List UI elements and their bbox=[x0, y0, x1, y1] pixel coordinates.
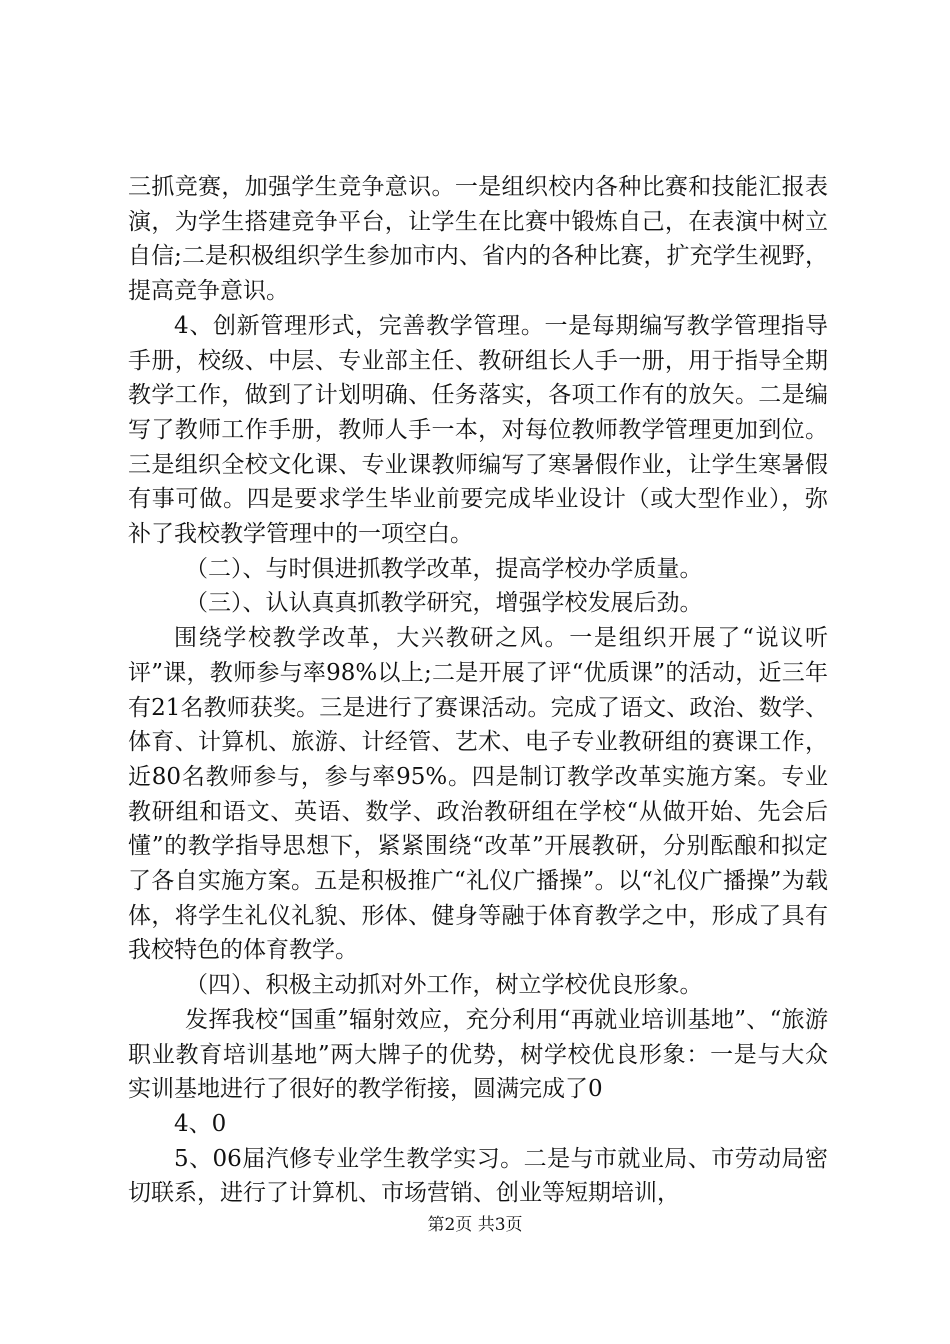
heading-teaching-reform: （二）、与时俱进抓教学改革，提高学校办学质量。 bbox=[185, 555, 703, 582]
paragraph-management: 4、创新管理形式，完善教学管理。一是每期编写教学管理指导手册，校级、中层、专业部主任、教研组长人手一册，用于指导全期教学工作，做到了计划明确、任务落实，各项工作有的放矢。二是编写了教师工作手册，教师人手一本，对每位教师教学管理更加到位。三是组织全校文化课、专业课教师编写了寒暑假作业，让学生寒暑假有事可做。四是要求学生毕业前要完成毕业设计（或大型作业），弥补了我校教学管理中的一项空白。 bbox=[128, 312, 828, 548]
heading-teaching-research: （三）、认认真真抓教学研究，增强学校发展后劲。 bbox=[185, 590, 703, 617]
page-number-footer: 第2页 共3页 bbox=[427, 1215, 523, 1235]
document-body bbox=[128, 170, 828, 1211]
paragraph-internship: 5、06届汽修专业学生教学实习。二是与市就业局、市劳动局密切联系，进行了计算机、市场营销、创业等短期培训， bbox=[128, 1145, 828, 1207]
heading-external-work: （四）、积极主动抓对外工作，树立学校优良形象。 bbox=[185, 972, 703, 999]
paragraph-fragment: 4、0 bbox=[174, 1110, 227, 1137]
paragraph-external-work: 发挥我校“国重”辐射效应，充分利用“再就业培训基地”、“旅游职业教育培训基地”两大牌子的优势，树学校优良形象：一是与大众实训基地进行了很好的教学衔接，圆满完成了0 bbox=[128, 1006, 828, 1103]
paragraph-competition: 三抓竞赛，加强学生竞争意识。一是组织校内各种比赛和技能汇报表演，为学生搭建竞争平台，让学生在比赛中锻炼自己，在表演中树立自信;二是积极组织学生参加市内、省内的各种比赛，扩充学生视野，提高竞争意识。 bbox=[128, 174, 828, 305]
paragraph-research: 围绕学校教学改革，大兴教研之风。一是组织开展了“说议听评”课，教师参与率98%以上;二是开展了评“优质课”的活动，近三年有21名教师获奖。三是进行了赛课活动。完成了语文、政治、数学、体育、计算机、旅游、计经管、艺术、电子专业教研组的赛课工作，近80名教师参与，参与率95%。四是制订教学改革实施方案。专业教研组和语文、英语、数学、政治教研组在学校“从做开始、先会后懂”的教学指导思想下，紧紧围绕“改革”开展教研，分别酝酿和拟定了各自实施方案。五是积极推广“礼仪广播操”。以“礼仪广播操”为载体，将学生礼仪礼貌、形体、健身等融于体育教学之中，形成了具有我校特色的体育教学。 bbox=[128, 625, 828, 964]
